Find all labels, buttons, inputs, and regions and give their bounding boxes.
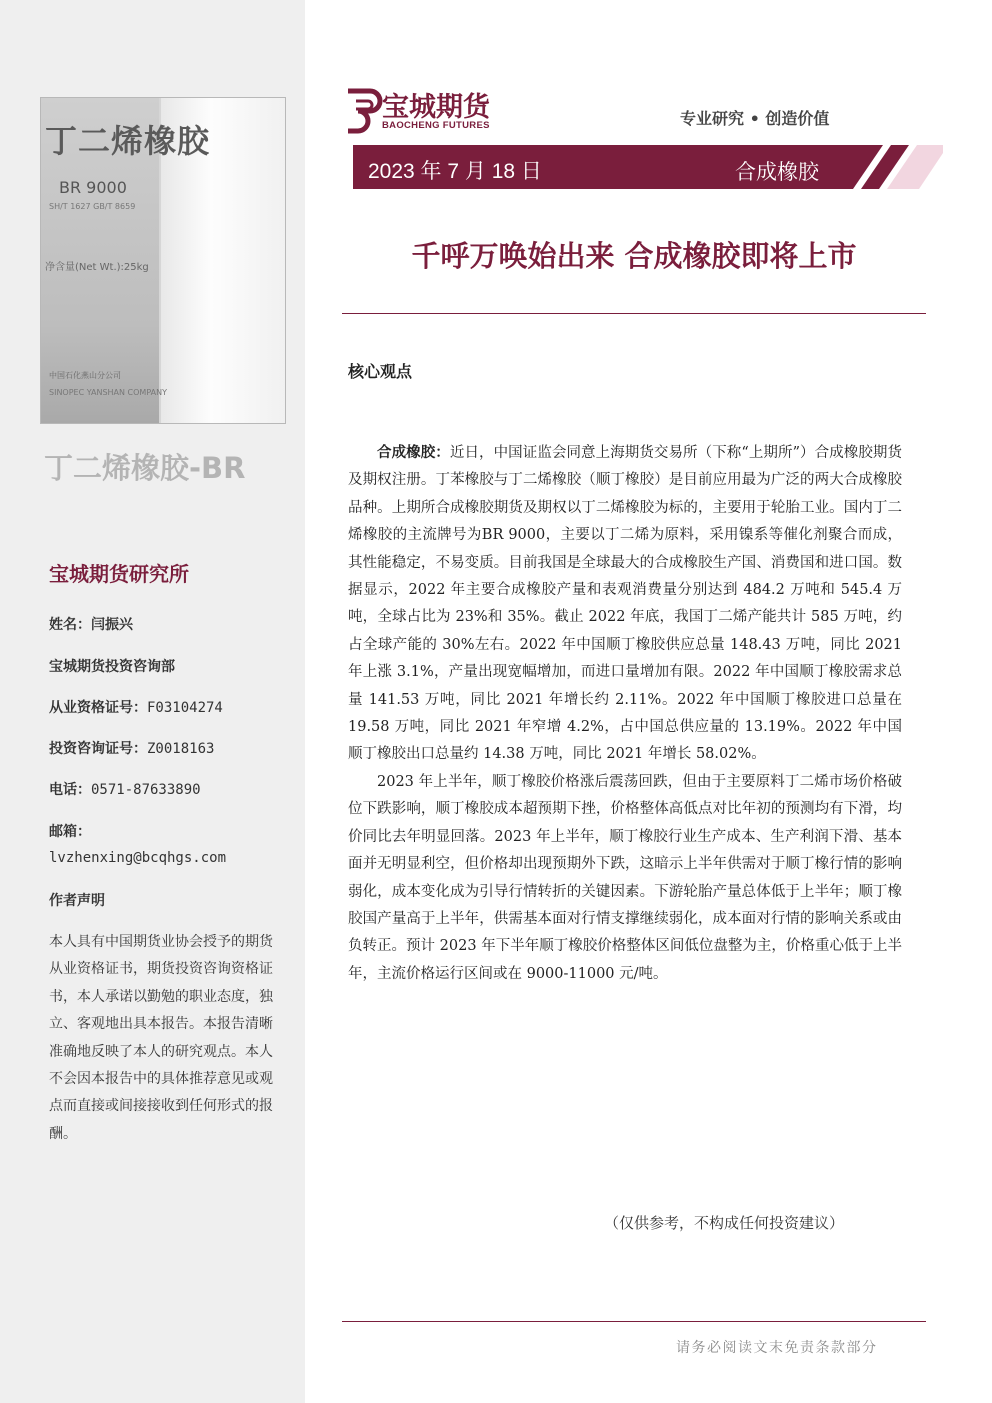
license-label: 从业资格证号： <box>49 700 147 716</box>
license-value: F03104274 <box>147 700 223 716</box>
email-link[interactable]: lvzhenxing@bcqhgs.com <box>49 850 227 866</box>
report-date: 2023 年 7 月 18 日 <box>368 160 542 183</box>
product-title: 丁二烯橡胶-BR <box>44 451 246 485</box>
paragraph-1-text: 近日，中国证监会同意上海期货交易所（下称“上期所”）合成橡胶期货及期权注册。丁苯橡胶与丁二烯橡胶（顺丁橡胶）是目前应用最为广泛的两大合成橡胶品种。上期所合成橡胶期货及期权以丁二烯橡胶为标的，主要用于轮胎工业。国内丁二烯橡胶的主流牌号为BR 9000，主要以丁二烯为原料，采用镍系等催化剂聚合而成，其性能稳定，不易变质。目前我国是全球最大的合成橡胶生产国、消费国和进口国。数据显示，2022 年主要合成橡胶产量和表观消费量分别达到 484.2 万吨和 545.4 万吨，全球占比为 23%和 35%。截止 2022 年底，我国丁二烯产能共计 585 万吨，约占全球产能的 30%左右。2022 年中国顺丁橡胶供应总量 148.43 万吨，同比 2021 年上涨 3.1%，产量出现宽幅增加，而进口量增加有限。2022 年中国顺丁橡胶需求总量 141.53 万吨，同比 2021 年增长约 2.11%。2022 年中国顺丁橡胶进口总量在 19.58 万吨，同比 2021 年窄增 4.2%，占中国总供应量的 13.19%。2022 年中国顺丁橡胶出口总量约 14.38 万吨，同比 2021 年增长 58.02%。 <box>348 445 902 763</box>
footer-note: 请务必阅读文末免责条款部分 <box>676 1340 878 1356</box>
institute-name: 宝城期货研究所 <box>49 562 189 586</box>
bag-maker: 中国石化燕山分公司 <box>49 371 121 380</box>
advisory-label: 投资咨询证号： <box>49 741 147 757</box>
headline: 千呼万唤始出来 合成橡胶即将上市 <box>411 239 857 273</box>
article-body <box>348 439 902 988</box>
slogan: 专业研究 • 创造价值 <box>680 109 830 128</box>
department: 宝城期货投资咨询部 <box>49 659 175 675</box>
disclaimer: （仅供参考，不构成任何投资建议） <box>604 1214 845 1232</box>
paragraph-2: 2023 年上半年，顺丁橡胶价格涨后震荡回跌，但由于主要原料丁二烯市场价格破位下跌影响，顺丁橡胶成本超预期下挫，价格整体高低点对比年初的预测均有下滑，均价同比去年明显回落。2023 年上半年，顺丁橡胶行业生产成本、生产利润下滑、基本面并无明显利空，但价格却出现预期外下跌，这暗示上半年供需对于顺丁橡行情的影响弱化，成本变化成为引导行情转折的关键因素。下游轮胎产量总体低于上半年；顺丁橡胶国产量高于上半年，供需基本面对行情支撑继续弱化，成本面对行情的影响关系或由负转正。预计 2023 年下半年顺丁橡胶价格整体区间低位盘整为主，价格重心低于上半年，主流价格运行区间或在 9000-11000 元/吨。 <box>348 773 902 982</box>
paragraph-1-lead: 合成橡胶： <box>377 444 450 461</box>
logo-cn: 宝城期货 <box>382 92 490 123</box>
email-label: 邮箱： <box>49 824 91 840</box>
author-statement: 本人具有中国期货业协会授予的期货从业资格证书，期货投资咨询资格证书，本人承诺以勤勉的职业态度，独立、客观地出具本报告。本报告清晰准确地反映了本人的研究观点。本人不会因本报告中的具体推荐意见或观点而直接或间接接收到任何形式的报酬。 <box>49 934 273 1142</box>
bag-standard: SH/T 1627 GB/T 8659 <box>49 202 136 211</box>
bag-weight: 净含量(Net Wt.):25kg <box>45 262 149 273</box>
statement-title: 作者声明 <box>49 893 105 909</box>
logo-en: BAOCHENG FUTURES <box>382 120 490 131</box>
paragraph-1 <box>348 439 902 769</box>
advisory-value: Z0018163 <box>147 741 215 757</box>
phone-label: 电话： <box>49 782 91 798</box>
report-category: 合成橡胶 <box>735 160 819 184</box>
product-photo <box>40 97 286 424</box>
author-name: 姓名：闫振兴 <box>49 617 133 633</box>
bag-code: BR 9000 <box>59 178 127 197</box>
headline-divider <box>342 313 926 314</box>
advisory-number <box>49 738 214 758</box>
bag-maker-en: SINOPEC YANSHAN COMPANY <box>49 388 167 397</box>
phone <box>49 779 201 799</box>
bag-title: 丁二烯橡胶 <box>45 122 211 160</box>
license-number <box>49 697 223 717</box>
footer-divider <box>342 1321 926 1322</box>
core-heading: 核心观点 <box>348 362 413 381</box>
sidebar <box>0 0 305 1403</box>
phone-value: 0571-87633890 <box>91 782 201 798</box>
